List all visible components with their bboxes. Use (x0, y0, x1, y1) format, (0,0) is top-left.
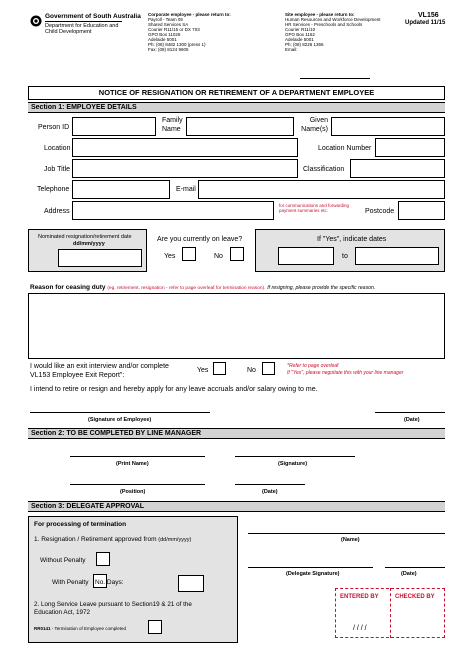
print-name-label: (Print Name) (116, 461, 149, 467)
site-line: HR Services - Preschools and Schools (285, 22, 363, 27)
corporate-return-block (148, 12, 268, 52)
address-label: Address (44, 208, 70, 215)
corp-line: Courier R11/15 or DX 703 (148, 27, 200, 32)
nominated-date-label: Nominated resignation/retirement date (38, 234, 132, 240)
telephone-field[interactable] (72, 180, 170, 199)
exit-yes-checkbox[interactable] (213, 362, 226, 375)
reason-example: (eg. retirement, resignation - refer to page overleaf for termination reason). (107, 286, 266, 291)
corp-line: Shared Services SA (148, 22, 189, 27)
form-code: VL156 (418, 12, 439, 19)
lsl-line2: Education Act, 1972 (34, 609, 91, 616)
leave-from-field[interactable] (278, 247, 334, 265)
corp-line: Fax: (08) 8124 9605 (148, 47, 189, 52)
corp-line: GPO Box 11026 (148, 32, 181, 37)
classification-label: Classification (303, 166, 345, 173)
nominated-date-field[interactable] (58, 249, 142, 267)
rr-text: - Termination of Employee completed (51, 626, 126, 631)
penalty-days-field[interactable] (178, 575, 204, 592)
position-label: (Position) (120, 489, 146, 495)
site-title: Site employee - please return to: (285, 12, 355, 17)
section3-heading: Section 3: DELEGATE APPROVAL (28, 501, 445, 512)
if-yes-dates-label: If "Yes", indicate dates (317, 236, 387, 243)
form-title: NOTICE OF RESIGNATION OR RETIREMENT OF A DEPARTMENT EMPLOYEE (28, 86, 445, 100)
exit-note-line1: *Refer to page overleaf (287, 363, 339, 369)
manager-date-line[interactable] (235, 484, 305, 485)
person-id-label: Person ID (38, 124, 70, 131)
email-label: E-mail (176, 186, 196, 193)
job-title-label: Job Title (44, 166, 71, 173)
without-penalty-checkbox[interactable] (96, 552, 110, 566)
delegate-signature-label: (Delegate Signature) (286, 571, 340, 577)
corp-line: Payroll - Team 05 (148, 17, 183, 22)
exit-yes-label: Yes (197, 367, 209, 374)
processing-heading: For processing of termination (34, 521, 127, 528)
manager-signature-line[interactable] (235, 456, 355, 457)
dept-line1: Department for Education and (45, 23, 119, 29)
no-days-label: No. Days: (95, 579, 124, 586)
site-line: Adelaide 5001 (285, 37, 314, 42)
entered-by-label: ENTERED BY (340, 594, 379, 600)
employee-signature-line[interactable] (30, 412, 210, 413)
manager-print-name-line[interactable] (70, 456, 205, 457)
logo-divider (45, 21, 122, 22)
given-names-field[interactable] (331, 117, 445, 136)
site-line: Courier R11/10 (285, 27, 316, 32)
location-number-field[interactable] (375, 138, 445, 157)
stamp-date-slashes: / / / / (353, 625, 367, 632)
on-leave-yes-checkbox[interactable] (182, 247, 196, 261)
email-underline (300, 78, 370, 79)
telephone-label: Telephone (37, 186, 70, 193)
job-title-field[interactable] (72, 159, 298, 178)
employee-date-line[interactable] (375, 412, 445, 413)
given-names-label: Given Name(s) (301, 117, 328, 133)
employee-signature-label: (Signature of Employee) (88, 417, 152, 423)
delegate-signature-line[interactable] (248, 567, 373, 568)
person-id-field[interactable] (72, 117, 156, 136)
approved-from-label: 1. Resignation / Retirement approved from (34, 536, 157, 543)
without-penalty-label: Without Penalty (40, 557, 86, 564)
on-leave-no-label: No (214, 253, 223, 260)
address-field[interactable] (72, 201, 274, 220)
exit-no-label: No (247, 367, 256, 374)
corp-line: Ph: (08) 8482 1300 (press 1) (148, 42, 206, 47)
employee-date-label: (Date) (404, 417, 420, 423)
reason-line (30, 284, 375, 291)
site-line: Email: (285, 47, 298, 52)
exit-question-line1: I would like an exit interview and/or complete (30, 363, 169, 370)
updated-label: Updated 11/15 (405, 20, 446, 26)
reason-label: Reason for ceasing duty (30, 284, 106, 291)
manager-signature-label: (Signature) (278, 461, 308, 467)
location-number-label: Location Number (318, 145, 372, 152)
date-format-label: dd/mm/yyyy (73, 241, 105, 247)
reason-field[interactable] (28, 293, 445, 359)
classification-field[interactable] (350, 159, 445, 178)
exit-question-line2: VL153 Employee Exit Report": (30, 372, 125, 379)
corp-title: Corporate employee - please return to: (148, 12, 231, 17)
rr-completed-checkbox[interactable] (148, 620, 162, 634)
site-line: Human Resources and Workforce Development (285, 17, 381, 22)
with-penalty-label: With Penalty (52, 579, 89, 586)
delegate-name-line[interactable] (248, 533, 445, 534)
to-label: to (342, 253, 348, 260)
family-name-label: Family Name (162, 117, 183, 133)
address-note: for communications and forwarding payment summaries etc. (279, 203, 350, 213)
location-field[interactable] (72, 138, 298, 157)
approved-from-format: (dd/mm/yyyy) (158, 537, 192, 543)
section2-heading: Section 2: TO BE COMPLETED BY LINE MANAGER (28, 428, 445, 439)
on-leave-yes-label: Yes (164, 253, 176, 260)
corp-line: Adelaide 5001 (148, 37, 177, 42)
postcode-field[interactable] (398, 201, 445, 220)
email-field[interactable] (198, 180, 445, 199)
site-line: Ph: (08) 8226 1366 (285, 42, 324, 47)
manager-position-line[interactable] (70, 484, 205, 485)
approved-from-line (34, 536, 191, 543)
leave-to-field[interactable] (355, 247, 439, 265)
family-name-field[interactable] (186, 117, 294, 136)
reason-note: If resigning, please provide the specific reason. (267, 285, 376, 291)
delegate-date-label: (Date) (401, 571, 417, 577)
section1-heading: Section 1: EMPLOYEE DETAILS (28, 102, 445, 113)
delegate-name-label: (Name) (341, 537, 360, 543)
postcode-label: Postcode (365, 208, 395, 215)
gov-line: Government of South Australia (45, 13, 141, 20)
lsl-line1: 2. Long Service Leave pursuant to Section19 & 21 of the (34, 601, 192, 608)
location-label: Location (44, 145, 71, 152)
stamp-divider (390, 588, 391, 638)
dept-line2: Child Development (45, 29, 92, 35)
intent-statement: I intend to retire or resign and hereby apply for any leave accruals and/or salary owing to me. (30, 386, 318, 393)
exit-note-line2: If "Yes", please negotiate this with your line manager (287, 370, 404, 376)
on-leave-no-checkbox[interactable] (230, 247, 244, 261)
on-leave-question: Are you currently on leave? (157, 236, 243, 243)
rr-line (34, 626, 126, 631)
exit-no-checkbox[interactable] (262, 362, 275, 375)
manager-date-label: (Date) (262, 489, 278, 495)
delegate-date-line[interactable] (385, 567, 445, 568)
rr-code: RR0141 (34, 626, 51, 631)
site-return-block (285, 12, 405, 52)
checked-by-label: CHECKED BY (395, 594, 435, 600)
government-logo (30, 14, 42, 26)
site-line: GPO Box 1152 (285, 32, 315, 37)
